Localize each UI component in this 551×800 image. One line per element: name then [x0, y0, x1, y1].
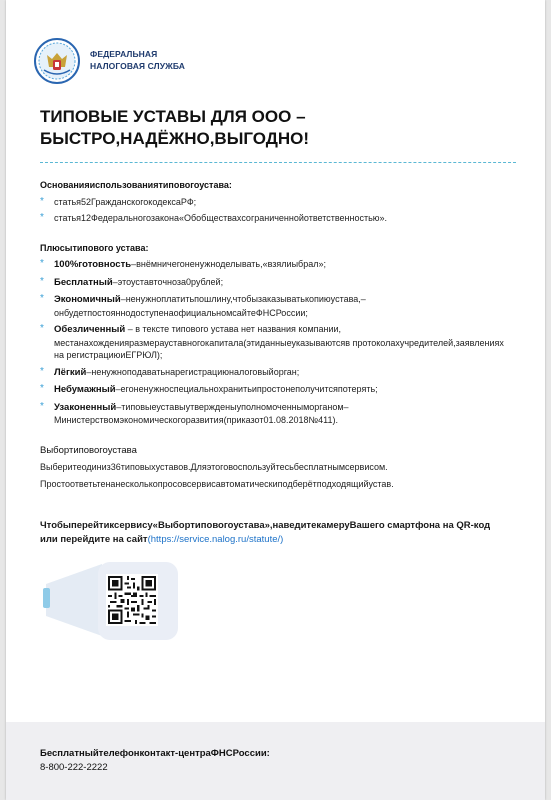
- star-bullet-icon: *: [40, 196, 44, 207]
- list-item: * статья12Федеральногозакона«Обобществахсограниченнойответственностью».: [40, 211, 388, 223]
- star-bullet-icon: *: [40, 258, 44, 269]
- list-item: * статья52ГражданскогокодексаРФ;: [40, 196, 197, 207]
- list-item: * Бесплатный–этоуставточноза0рублей;: [40, 275, 224, 288]
- qr-instruction: Чтобыперейтиксервису«Выбортиповогоустава»,наведитекамеруВашего смартфона на QR-код или перейдите на сайт(https://service.nalog.ru/statute/): [40, 520, 491, 545]
- star-bullet-icon: *: [40, 293, 44, 304]
- choice-heading: Выбортиповогоустава: [40, 445, 137, 456]
- choice-text-2: Простоответьтенанесколькопросовсервисавтоматическиподберётподходящийустав.: [40, 479, 394, 489]
- org-line-1: ФЕДЕРАЛЬНАЯ: [90, 49, 158, 59]
- fns-emblem-icon: [34, 38, 80, 84]
- pluses-list: [40, 258, 510, 427]
- page-title: [40, 106, 500, 150]
- pluses-heading: Плюсытипового устава:: [40, 243, 149, 253]
- dashed-divider: [40, 162, 516, 163]
- list-item: * Узаконенный–типовыеуставыутвержденыуполномоченныморганом–Министерствомэкономическогоразвития(приказот01.08.2018№411).: [40, 400, 349, 425]
- star-bullet-icon: *: [40, 365, 44, 377]
- star-bullet-icon: *: [40, 275, 44, 287]
- list-item: * Лёгкий–ненужноподаватьнарегистрациюналоговыйорган;: [40, 365, 300, 378]
- choice-text-1: Выберитеодиниз36типовыхуставов.Дляэтоговоспользуйтесьбесплатнымсервисом.: [40, 462, 388, 472]
- grounds-heading: Основанияиспользованиятиповогоустава:: [40, 180, 232, 190]
- footer-panel: [6, 722, 545, 800]
- star-bullet-icon: *: [40, 400, 44, 412]
- hotline-number[interactable]: 8-800-222-2222: [40, 762, 108, 773]
- star-bullet-icon: *: [40, 383, 44, 394]
- list-item: * Экономичный–ненужноплатитьпошлину,чтобызаказыватькопиюустава,–онбудетпостояннодоступенаофициальномсайтеФНСРоссии;: [40, 293, 366, 318]
- qr-code-icon[interactable]: [106, 574, 158, 626]
- org-name: [90, 48, 185, 72]
- list-item: * Обезличенный – в тексте типового устава нет названия компании, местанахожденияразмерауставногокапитала(этиданныеуказываютсяв протоколахучредителей,заявлениях на регистрациюиЕГРЮЛ);: [40, 323, 504, 360]
- list-item: * Небумажный–егоненужноспециальнохранитьипростонеполучитсяпотерять;: [40, 383, 378, 395]
- star-bullet-icon: *: [40, 323, 44, 334]
- service-link[interactable]: (https://service.nalog.ru/statute/): [147, 534, 284, 545]
- org-line-2: НАЛОГОВАЯ СЛУЖБА: [90, 61, 185, 71]
- grounds-list: [40, 196, 510, 224]
- star-bullet-icon: *: [40, 211, 44, 223]
- title-line-1: ТИПОВЫЕ УСТАВЫ ДЛЯ ООО –: [40, 107, 306, 126]
- list-item: * 100%готовность–внёмничегоненужноделывать,«взялиыбрал»;: [40, 258, 326, 270]
- hotline-label: Бесплатныйтелефонконтакт-центраФНСРоссии:: [40, 748, 270, 759]
- title-line-2: БЫСТРО,НАДЁЖНО,ВЫГОДНО!: [40, 129, 310, 148]
